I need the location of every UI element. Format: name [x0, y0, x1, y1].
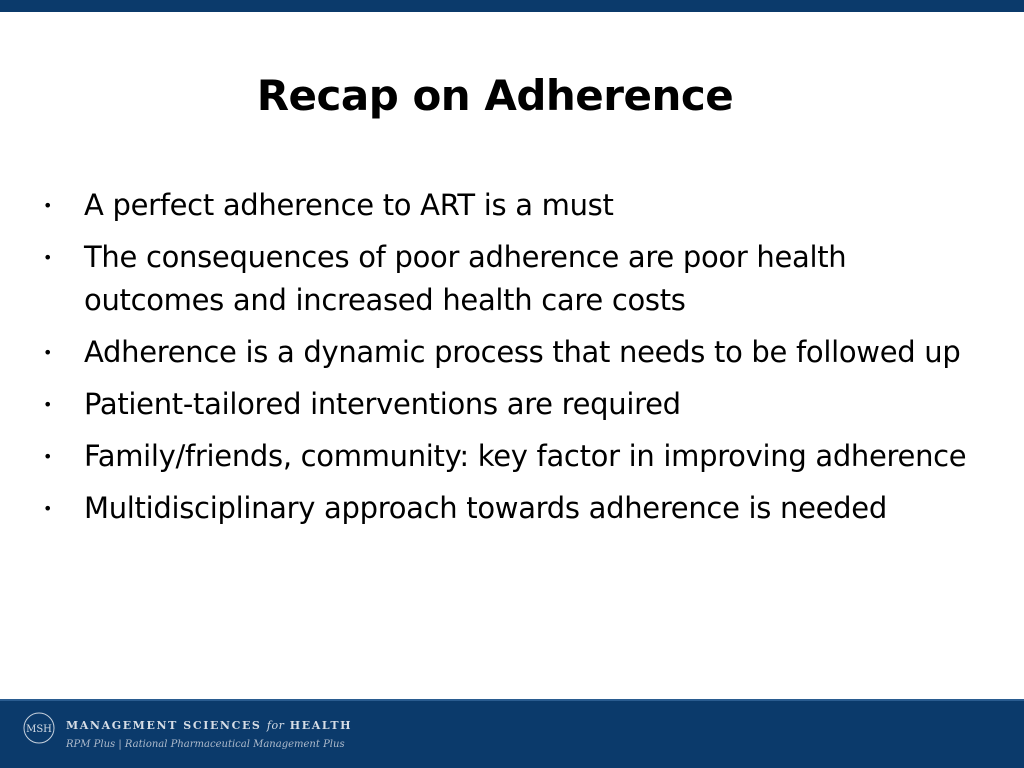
- bullet-item: [40, 383, 980, 426]
- footer-divider: [0, 699, 1024, 701]
- bullet-item: [40, 487, 980, 530]
- bullet-icon: •: [43, 395, 53, 414]
- bullet-icon: •: [43, 447, 53, 466]
- bullet-item: [40, 184, 980, 227]
- bullet-icon: •: [43, 343, 53, 362]
- organization-name: [66, 719, 352, 732]
- bullet-text: Multidisciplinary approach towards adherence is needed: [84, 491, 887, 525]
- slide-title: Recap on Adherence: [256, 71, 734, 120]
- bullet-list: [40, 184, 980, 539]
- bullet-item: [40, 435, 980, 478]
- bullet-icon: •: [43, 248, 53, 267]
- msh-logo-text: MSH: [26, 724, 52, 735]
- program-name: RPM Plus | Rational Pharmaceutical Management Plus: [66, 739, 345, 750]
- bullet-text: Family/friends, community: key factor in improving adherence: [84, 439, 967, 473]
- bullet-icon: •: [43, 499, 53, 518]
- bullet-icon: •: [43, 196, 53, 215]
- bullet-text: The consequences of poor adherence are poor health outcomes and increased health care costs: [84, 240, 847, 317]
- bullet-text: Adherence is a dynamic process that needs to be followed up: [84, 335, 961, 369]
- bullet-text: Patient-tailored interventions are required: [84, 387, 681, 421]
- org-name-part2: HEALTH: [284, 719, 353, 732]
- msh-logo-icon: [22, 711, 56, 745]
- footer-bar: [0, 699, 1024, 768]
- top-accent-bar: [0, 0, 1024, 12]
- org-name-for: for: [266, 719, 285, 732]
- bullet-item: [40, 236, 980, 322]
- bullet-item: [40, 331, 980, 374]
- org-name-part1: MANAGEMENT SCIENCES: [66, 719, 267, 732]
- bullet-text: A perfect adherence to ART is a must: [84, 188, 614, 222]
